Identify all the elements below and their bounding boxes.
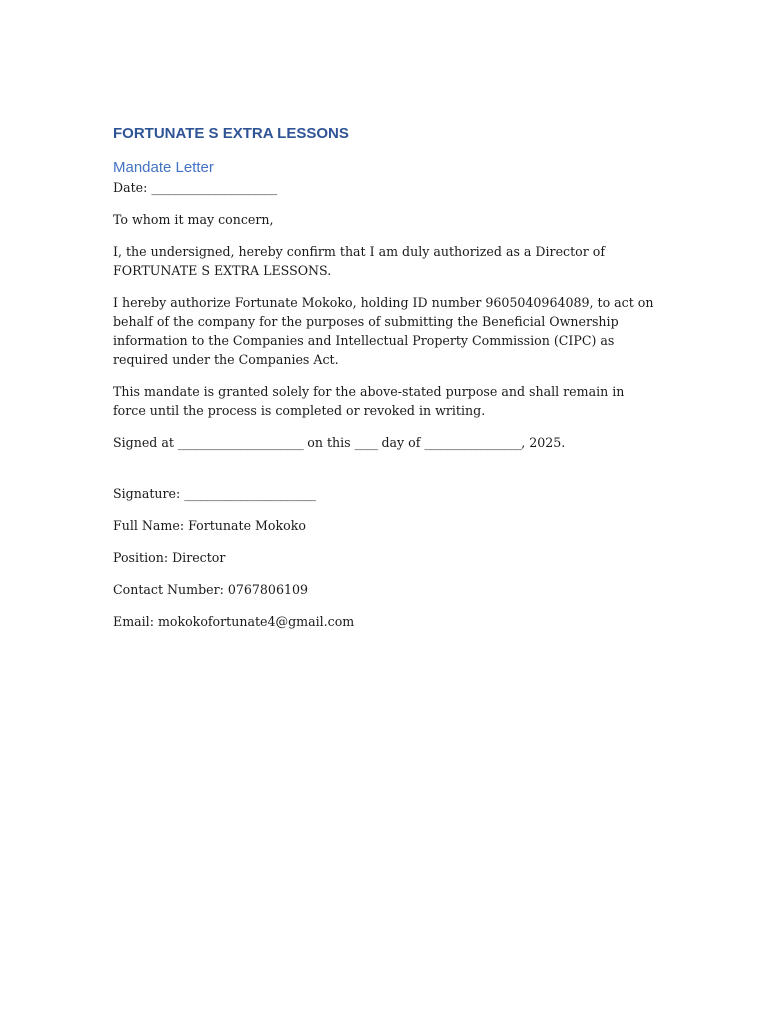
- on-this-text: on this: [303, 435, 355, 450]
- letter-body: [113, 124, 658, 644]
- authorization-details-paragraph: I hereby authorize Fortunate Mokoko, holding ID number 9605040964089, to act on behalf of the company for the purposes of submitting the Beneficial Ownership information to the Companies and Intellectual Property Commission (CIPC) as required under the Companies Act.: [113, 295, 654, 367]
- signed-at-line: [113, 433, 658, 452]
- signature-label: Signature:: [113, 486, 185, 501]
- day-of-text: day of: [377, 435, 425, 450]
- company-title: FORTUNATE S EXTRA LESSONS: [113, 125, 349, 142]
- contact-number-line: Contact Number: 0767806109: [113, 582, 308, 597]
- document-subtitle: Mandate Letter: [113, 159, 214, 176]
- email-line: Email: mokokofortunate4@gmail.com: [113, 614, 355, 629]
- date-line: [113, 178, 658, 197]
- date-label: Date:: [113, 180, 152, 195]
- signature-line: [113, 484, 658, 503]
- date-blank: ______________________: [151, 180, 277, 195]
- salutation: To whom it may concern,: [113, 212, 274, 227]
- signed-prefix: Signed at: [113, 435, 178, 450]
- authorization-confirmation-paragraph: I, the undersigned, hereby confirm that I am duly authorized as a Director of FORTUNATE S EXTRA LESSONS.: [113, 244, 605, 278]
- full-name-line: Full Name: Fortunate Mokoko: [113, 518, 306, 533]
- signature-blank: _______________________: [184, 486, 316, 501]
- year-suffix: , 2025.: [521, 435, 566, 450]
- mandate-scope-paragraph: This mandate is granted solely for the above-stated purpose and shall remain in force until the process is completed or revoked in writing.: [113, 384, 625, 418]
- place-blank: ______________________: [177, 435, 304, 450]
- day-blank: ____: [354, 435, 378, 450]
- month-blank: _________________: [424, 435, 522, 450]
- position-line: Position: Director: [113, 550, 226, 565]
